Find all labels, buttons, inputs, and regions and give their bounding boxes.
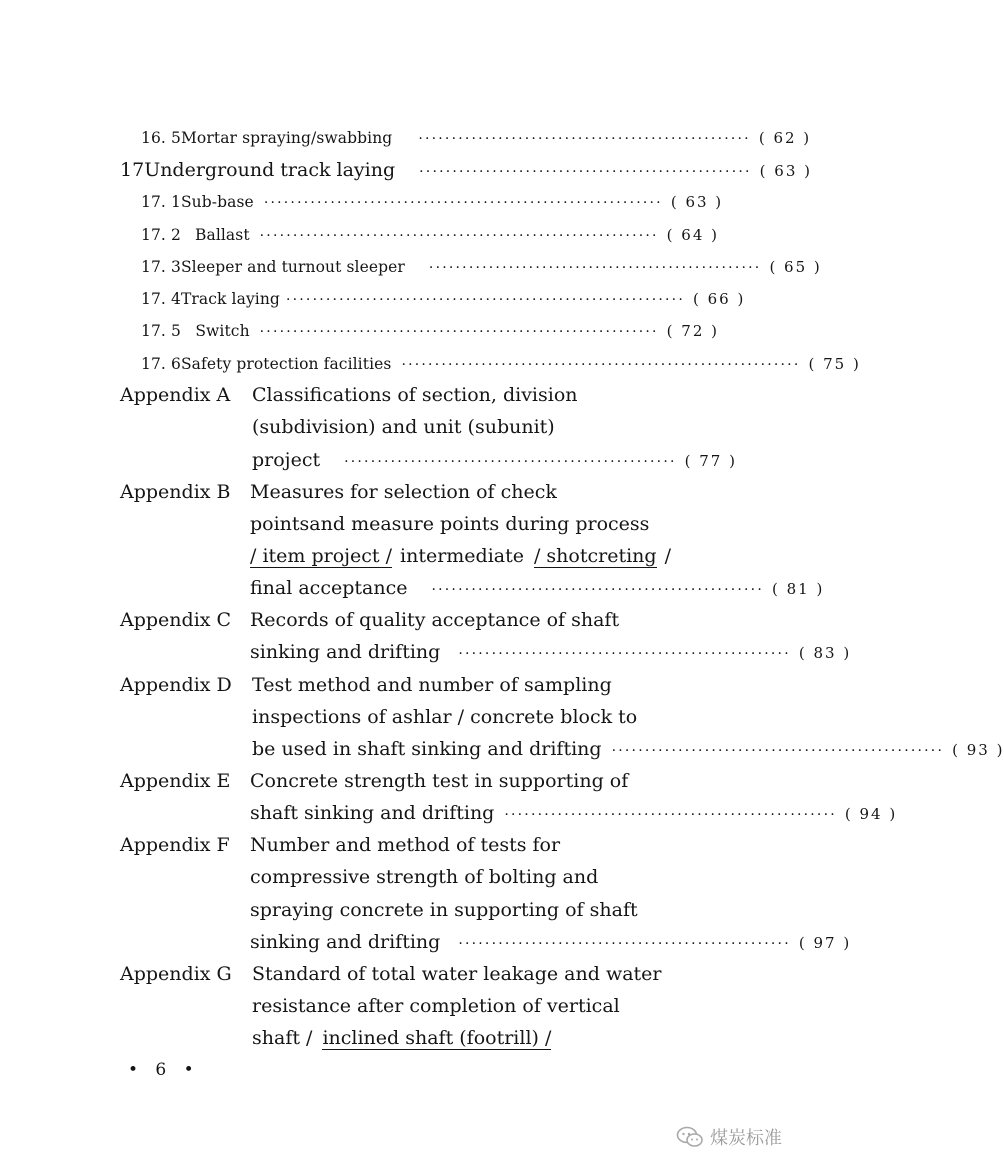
appendix-label: Appendix D xyxy=(120,674,232,696)
appendix-label: Appendix E xyxy=(120,770,231,792)
entry-page: ( 63 ) xyxy=(759,162,812,180)
appendix-title-line: final acceptance xyxy=(250,577,408,599)
appendix-title-line: (subdivision) and unit (subunit) xyxy=(252,416,555,438)
leader-dots: ·················································· xyxy=(418,131,751,147)
plain-text: intermediate xyxy=(400,545,524,567)
appendix-title-line: Number and method of tests for xyxy=(250,834,561,856)
appendix-last-line xyxy=(250,641,852,663)
entry-page: ( 64 ) xyxy=(666,226,719,244)
appendix-title-line: Standard of total water leakage and water xyxy=(252,963,662,985)
leader-dots: ·················································· xyxy=(431,582,764,598)
entry-page: ( 81 ) xyxy=(771,580,825,598)
appendix-last-line xyxy=(250,577,825,599)
page-number: • 6 • xyxy=(128,1060,200,1080)
entry-title: Track laying xyxy=(180,290,280,308)
entry-title: Switch xyxy=(195,322,250,340)
leader-dots: ·················································· xyxy=(504,807,837,823)
entry-number: 17. 2 xyxy=(141,226,181,244)
appendix-title-line: inspections of ashlar / concrete block to xyxy=(252,706,638,728)
underlined-text: / item project / xyxy=(250,545,392,567)
appendix-label: Appendix F xyxy=(120,834,230,856)
appendix-title-line: project xyxy=(252,449,321,471)
toc-entry-17-2[interactable] xyxy=(141,228,719,244)
entry-number: 17. 3 xyxy=(141,258,181,276)
entry-title: Sub-base xyxy=(180,193,254,211)
entry-title: Mortar spraying/swabbing xyxy=(180,129,393,147)
entry-title: Sleeper and turnout sleeper xyxy=(180,258,405,276)
entry-number: 16. 5 xyxy=(141,129,181,147)
underlined-text: / shotcreting xyxy=(533,545,657,567)
toc-entry-17-1[interactable] xyxy=(141,193,724,211)
leader-dots: ·················································· xyxy=(344,454,677,470)
leader-dots: ···························································· xyxy=(401,357,801,373)
entry-number: 17. 5 xyxy=(141,322,181,340)
leader-dots: ···························································· xyxy=(259,228,659,244)
appendix-title-line: sinking and drifting xyxy=(250,931,441,953)
entry-page: ( 97 ) xyxy=(798,934,852,952)
leader-dots: ···························································· xyxy=(259,324,659,340)
leader-dots: ·················································· xyxy=(428,260,762,276)
entry-page: ( 93 ) xyxy=(952,741,1004,759)
appendix-title-line-underlined xyxy=(250,547,671,568)
toc-entry-17-3[interactable] xyxy=(141,258,822,276)
appendix-title-line: compressive strength of bolting and xyxy=(250,866,599,888)
leader-dots: ·················································· xyxy=(458,936,791,952)
entry-title: Safety protection facilities xyxy=(180,355,392,373)
appendix-title-line: Measures for selection of check xyxy=(250,481,557,503)
watermark-text: 煤炭标准 xyxy=(710,1128,782,1149)
appendix-title-line: spraying concrete in supporting of shaft xyxy=(250,899,638,921)
appendix-title-line: Classifications of section, division xyxy=(252,384,578,406)
entry-page: ( 83 ) xyxy=(798,644,852,662)
appendix-last-line xyxy=(250,802,898,824)
appendix-label: Appendix B xyxy=(120,481,231,503)
appendix-label: Appendix A xyxy=(120,384,231,406)
watermark xyxy=(676,1124,782,1150)
entry-page: ( 77 ) xyxy=(684,452,737,470)
entry-page: ( 65 ) xyxy=(769,258,822,276)
appendix-label: Appendix C xyxy=(120,609,232,631)
entry-page: ( 63 ) xyxy=(670,193,724,211)
appendix-last-line xyxy=(252,449,737,471)
entry-number: 17. 4 xyxy=(141,290,181,308)
entry-number: 17 xyxy=(120,159,145,181)
appendix-title-line-underlined xyxy=(252,1029,551,1050)
entry-number: 17. 6 xyxy=(141,355,181,373)
toc-entry-17[interactable] xyxy=(120,159,812,181)
appendix-last-line xyxy=(250,931,852,953)
entry-page: ( 62 ) xyxy=(758,129,812,147)
leader-dots: ·················································· xyxy=(419,164,752,180)
toc-entry-17-4[interactable] xyxy=(141,290,746,308)
leader-dots: ·················································· xyxy=(611,743,945,759)
appendix-title-line: sinking and drifting xyxy=(250,641,441,663)
appendix-last-line xyxy=(252,738,1004,760)
entry-number: 17. 1 xyxy=(141,193,181,211)
entry-page: ( 66 ) xyxy=(692,290,746,308)
toc-entry-17-5[interactable] xyxy=(141,324,719,340)
entry-title: Underground track laying xyxy=(144,159,396,181)
wechat-icon xyxy=(676,1126,704,1148)
appendix-label: Appendix G xyxy=(120,963,232,985)
leader-dots: ···························································· xyxy=(285,292,685,308)
underlined-text: inclined shaft (footrill) / xyxy=(322,1027,552,1049)
plain-text: shaft / xyxy=(252,1027,313,1049)
appendix-title-line: shaft sinking and drifting xyxy=(250,802,495,824)
toc-entry-17-6[interactable] xyxy=(141,355,861,373)
appendix-title-line: Test method and number of sampling xyxy=(252,674,612,696)
leader-dots: ···························································· xyxy=(263,195,663,211)
appendix-title-line: Concrete strength test in supporting of xyxy=(250,770,629,792)
entry-page: ( 75 ) xyxy=(808,355,861,373)
appendix-title-line: pointsand measure points during process xyxy=(250,513,650,535)
entry-page: ( 72 ) xyxy=(666,322,719,340)
entry-title: Ballast xyxy=(194,226,250,244)
leader-dots: ·················································· xyxy=(458,646,791,662)
toc-entry-16-5[interactable] xyxy=(141,129,812,147)
plain-text: / xyxy=(664,545,671,567)
appendix-title-line: resistance after completion of vertical xyxy=(252,995,620,1017)
entry-page: ( 94 ) xyxy=(844,805,898,823)
appendix-title-line: be used in shaft sinking and drifting xyxy=(252,738,602,760)
appendix-title-line: Records of quality acceptance of shaft xyxy=(250,609,620,631)
